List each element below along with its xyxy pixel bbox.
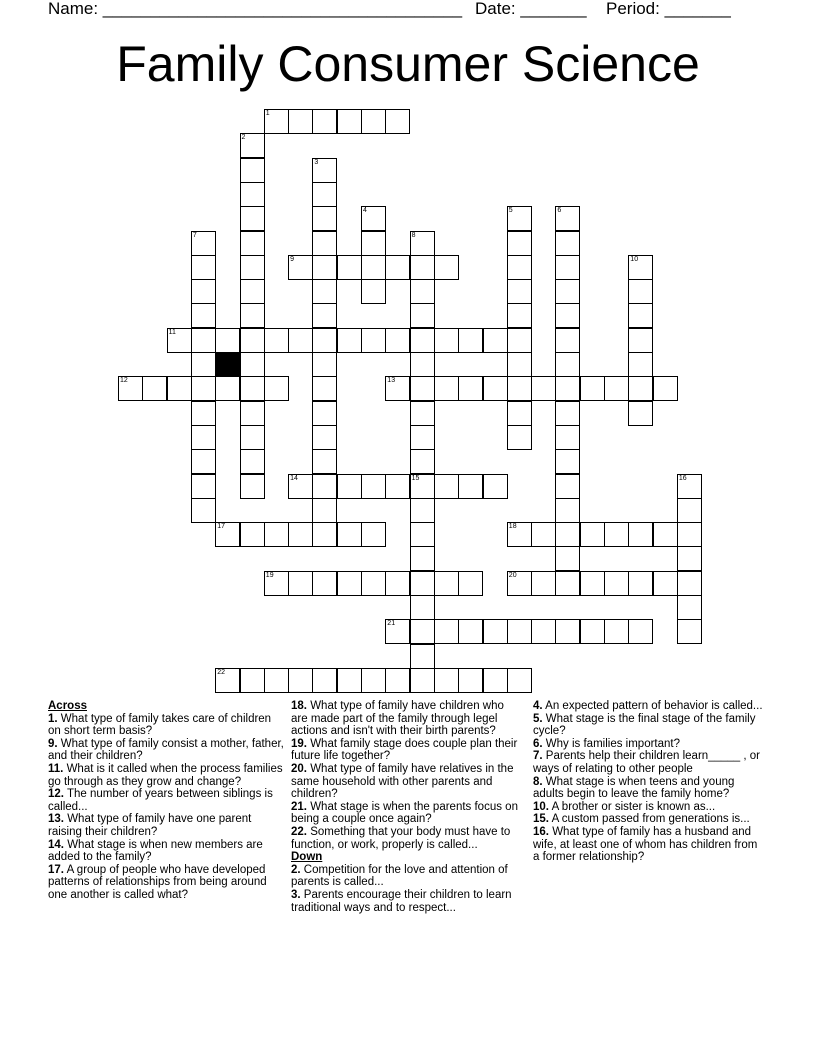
grid-cell[interactable] <box>458 619 483 644</box>
clue-number: 13 <box>387 377 396 385</box>
grid-cell[interactable] <box>240 303 265 328</box>
grid-cell[interactable] <box>507 328 532 353</box>
grid-cell[interactable] <box>555 619 580 644</box>
grid-cell[interactable] <box>628 328 653 353</box>
clue-down-8: 8. What stage is when teens and young adults begin to leave the family home? <box>533 775 735 801</box>
grid-cell[interactable] <box>410 546 435 571</box>
grid-cell[interactable] <box>312 231 337 256</box>
grid-cell[interactable] <box>312 328 337 353</box>
grid-cell[interactable] <box>410 401 435 426</box>
down-heading: Down <box>291 851 323 864</box>
grid-cell[interactable] <box>385 109 410 134</box>
grid-cell[interactable] <box>337 571 362 596</box>
grid-cell[interactable] <box>167 328 192 353</box>
grid-cell[interactable] <box>410 498 435 523</box>
grid-cell[interactable] <box>555 279 580 304</box>
grid-cell[interactable] <box>410 255 435 280</box>
grid-cell[interactable] <box>191 328 216 353</box>
clue-across-1: 1. What type of family takes care of children on short term basis? <box>48 712 272 738</box>
grid-cell[interactable] <box>240 449 265 474</box>
clue-number: 4 <box>363 207 367 215</box>
clue-number: 20 <box>508 571 517 579</box>
grid-cell[interactable] <box>604 619 629 644</box>
clue-across-19: 19. What family stage does couple plan their future life together? <box>291 737 518 763</box>
grid-cell[interactable] <box>264 328 289 353</box>
grid-cell[interactable] <box>507 619 532 644</box>
grid-cell[interactable] <box>507 425 532 450</box>
across-heading: Across <box>48 700 87 712</box>
grid-cell[interactable] <box>434 668 459 693</box>
grid-cell[interactable] <box>410 522 435 547</box>
grid-cell[interactable] <box>264 522 289 547</box>
grid-cell[interactable] <box>264 109 289 134</box>
grid-cell[interactable] <box>385 255 410 280</box>
grid-cell[interactable] <box>410 303 435 328</box>
grid-cell[interactable] <box>312 449 337 474</box>
clue-number: 19 <box>265 571 274 579</box>
grid-cell[interactable] <box>240 401 265 426</box>
grid-cell[interactable] <box>240 376 265 401</box>
grid-cell[interactable] <box>531 619 556 644</box>
grid-cell[interactable] <box>604 376 629 401</box>
clue-number: 9 <box>290 255 294 263</box>
grid-cell[interactable] <box>385 328 410 353</box>
grid-cell[interactable] <box>555 352 580 377</box>
period-field[interactable]: Period: _______ <box>606 0 731 18</box>
grid-cell[interactable] <box>555 522 580 547</box>
grid-cell[interactable] <box>215 328 240 353</box>
grid-cell[interactable] <box>312 158 337 183</box>
clue-across-18: 18. What type of family have children who are made part of the family through legel actions and isn't with their birth parents? <box>291 700 504 738</box>
grid-cell[interactable] <box>458 571 483 596</box>
grid-cell[interactable] <box>555 474 580 499</box>
grid-cell[interactable] <box>555 303 580 328</box>
grid-cell[interactable] <box>240 279 265 304</box>
grid-cell[interactable] <box>410 619 435 644</box>
grid-cell[interactable] <box>507 206 532 231</box>
grid-cell[interactable] <box>410 376 435 401</box>
grid-cell[interactable] <box>385 376 410 401</box>
grid-cell[interactable] <box>312 182 337 207</box>
clue-across-22: 22. Something that your body must have to function, or work, properly is called... <box>291 825 511 851</box>
grid-cell[interactable] <box>628 352 653 377</box>
grid-cell[interactable] <box>240 474 265 499</box>
grid-cell[interactable] <box>653 522 678 547</box>
grid-cell[interactable] <box>215 522 240 547</box>
grid-cell[interactable] <box>507 231 532 256</box>
name-field[interactable]: Name: ______________________________________ <box>48 0 463 18</box>
grid-cell[interactable] <box>628 303 653 328</box>
grid-cell[interactable] <box>385 619 410 644</box>
grid-cell[interactable] <box>628 255 653 280</box>
grid-cell[interactable] <box>410 644 435 669</box>
clue-across-21: 21. What stage is when the parents focus on being a couple once again? <box>291 800 518 826</box>
clue-number: 21 <box>387 620 396 628</box>
grid-cell[interactable] <box>677 498 702 523</box>
grid-cell[interactable] <box>312 474 337 499</box>
grid-cell[interactable] <box>677 546 702 571</box>
clue-number: 14 <box>290 474 298 482</box>
clue-down-4: 4. An expected pattern of behavior is called... <box>533 700 763 712</box>
grid-cell[interactable] <box>312 498 337 523</box>
grid-cell[interactable] <box>507 279 532 304</box>
grid-cell[interactable] <box>580 619 605 644</box>
grid-cell[interactable] <box>410 449 435 474</box>
grid-cell[interactable] <box>240 231 265 256</box>
grid-cell[interactable] <box>410 352 435 377</box>
grid-cell[interactable] <box>361 109 386 134</box>
clue-number: 8 <box>411 231 416 239</box>
grid-cell[interactable] <box>434 328 459 353</box>
grid-cell[interactable] <box>483 668 508 693</box>
clue-across-20: 20. What type of family have relatives in the same household with other parents and children? <box>291 762 514 801</box>
grid-cell[interactable] <box>361 206 386 231</box>
grid-cell[interactable] <box>191 474 216 499</box>
grid-cell[interactable] <box>312 571 337 596</box>
grid-cell[interactable] <box>628 279 653 304</box>
clue-column-2 <box>291 700 519 914</box>
grid-cell[interactable] <box>507 522 532 547</box>
clue-down-2: 2. Competition for the love and attention of parents is called... <box>291 863 508 889</box>
grid-cell[interactable] <box>337 255 362 280</box>
clue-number: 5 <box>508 207 513 215</box>
grid-cell[interactable] <box>628 571 653 596</box>
clue-down-5: 5. What stage is the final stage of the family cycle? <box>533 712 756 738</box>
grid-cell[interactable] <box>434 571 459 596</box>
clue-across-17: 17. A group of people who have developed patterns of relationships from being around one another is called what? <box>48 863 267 901</box>
clue-number: 3 <box>314 158 319 166</box>
grid-cell[interactable] <box>507 376 532 401</box>
clue-down-16: 16. What type of family has a husband and wife, at least one of whom has children from a former relationship? <box>533 825 758 864</box>
grid-cell[interactable] <box>191 231 216 256</box>
grid-cell[interactable] <box>312 522 337 547</box>
grid-cell[interactable] <box>240 255 265 280</box>
clue-number: 7 <box>192 231 197 239</box>
grid-cell[interactable] <box>191 449 216 474</box>
grid-cell[interactable] <box>628 376 653 401</box>
grid-cell[interactable] <box>580 571 605 596</box>
grid-cell[interactable] <box>361 255 386 280</box>
grid-cell[interactable] <box>191 425 216 450</box>
grid-cell[interactable] <box>288 328 313 353</box>
grid-cell[interactable] <box>191 401 216 426</box>
grid-cell[interactable] <box>240 182 265 207</box>
clue-down-3: 3. Parents encourage their children to learn traditional ways and to respect... <box>291 888 512 914</box>
grid-cell[interactable] <box>434 255 459 280</box>
grid-cell[interactable] <box>555 231 580 256</box>
grid-cell[interactable] <box>264 571 289 596</box>
page-title: Family Consumer Science <box>116 36 700 92</box>
grid-cell[interactable] <box>240 133 265 158</box>
grid-cell[interactable] <box>483 474 508 499</box>
grid-cell[interactable] <box>288 109 313 134</box>
grid-cell[interactable] <box>410 231 435 256</box>
clue-number: 22 <box>217 668 225 676</box>
grid-cell[interactable] <box>507 303 532 328</box>
grid-cell[interactable] <box>312 352 337 377</box>
grid-cell[interactable] <box>531 522 556 547</box>
clue-across-14: 14. What stage is when new members are added to the family? <box>48 838 263 864</box>
grid-cell[interactable] <box>483 328 508 353</box>
grid-cell[interactable] <box>337 474 362 499</box>
grid-cell[interactable] <box>215 376 240 401</box>
grid-cell[interactable] <box>531 571 556 596</box>
grid-cell[interactable] <box>531 376 556 401</box>
grid-cell[interactable] <box>337 109 362 134</box>
grid-cell[interactable] <box>337 522 362 547</box>
clue-across-11: 11. What is it called when the process families go through as they grow and change? <box>48 762 283 788</box>
grid-cell[interactable] <box>191 376 216 401</box>
grid-cell[interactable] <box>555 571 580 596</box>
clue-down-7: 7. Parents help their children learn_____ , or ways of relating to other people <box>533 750 760 775</box>
grid-cell[interactable] <box>555 546 580 571</box>
grid-cell[interactable] <box>361 474 386 499</box>
grid-cell[interactable] <box>191 352 216 377</box>
clue-column-3 <box>533 700 765 864</box>
black-square <box>215 352 240 377</box>
clue-number: 12 <box>120 377 128 385</box>
grid-cell[interactable] <box>361 328 386 353</box>
grid-cell[interactable] <box>337 328 362 353</box>
grid-cell[interactable] <box>410 328 435 353</box>
grid-cell[interactable] <box>240 352 265 377</box>
grid-cell[interactable] <box>361 231 386 256</box>
grid-cell[interactable] <box>312 401 337 426</box>
grid-cell[interactable] <box>240 206 265 231</box>
grid-cell[interactable] <box>410 571 435 596</box>
clue-down-15: 15. A custom passed from generations is... <box>533 813 750 826</box>
grid-cell[interactable] <box>312 303 337 328</box>
grid-cell[interactable] <box>434 474 459 499</box>
grid-cell[interactable] <box>458 474 483 499</box>
grid-cell[interactable] <box>555 328 580 353</box>
grid-cell[interactable] <box>677 571 702 596</box>
grid-cell[interactable] <box>604 571 629 596</box>
clue-number: 6 <box>557 207 562 215</box>
grid-cell[interactable] <box>240 522 265 547</box>
grid-cell[interactable] <box>312 206 337 231</box>
grid-cell[interactable] <box>653 376 678 401</box>
clue-across-9: 9. What type of family consist a mother, father, and their children? <box>48 737 284 763</box>
grid-cell[interactable] <box>312 279 337 304</box>
grid-cell[interactable] <box>458 328 483 353</box>
grid-cell[interactable] <box>580 522 605 547</box>
clue-number: 11 <box>168 328 176 336</box>
clue-across-13: 13. What type of family have one parent raising their children? <box>48 813 252 838</box>
grid-cell[interactable] <box>410 279 435 304</box>
grid-cell[interactable] <box>677 619 702 644</box>
grid-cell[interactable] <box>434 619 459 644</box>
clue-number: 16 <box>678 474 687 482</box>
grid-cell[interactable] <box>337 668 362 693</box>
grid-cell[interactable] <box>191 255 216 280</box>
grid-cell[interactable] <box>555 206 580 231</box>
grid-cell[interactable] <box>240 425 265 450</box>
grid-cell[interactable] <box>264 668 289 693</box>
grid-cell[interactable] <box>434 376 459 401</box>
grid-cell[interactable] <box>312 668 337 693</box>
grid-cell[interactable] <box>191 303 216 328</box>
grid-cell[interactable] <box>555 449 580 474</box>
clue-number: 10 <box>630 255 639 263</box>
grid-cell[interactable] <box>312 255 337 280</box>
grid-cell[interactable] <box>555 425 580 450</box>
clue-number: 18 <box>508 523 517 531</box>
clue-number: 1 <box>265 110 270 117</box>
grid-cell[interactable] <box>653 571 678 596</box>
clue-across-12: 12. The number of years between siblings is called... <box>48 788 273 813</box>
clue-down-6: 6. Why is families important? <box>533 737 681 750</box>
grid-cell[interactable] <box>555 376 580 401</box>
grid-cell[interactable] <box>410 595 435 620</box>
grid-cell[interactable] <box>312 425 337 450</box>
grid-cell[interactable] <box>604 522 629 547</box>
grid-cell[interactable] <box>288 474 313 499</box>
grid-cell[interactable] <box>215 668 240 693</box>
grid-cell[interactable] <box>677 522 702 547</box>
grid-cell[interactable] <box>361 571 386 596</box>
clue-number: 15 <box>411 474 420 482</box>
grid-cell[interactable] <box>118 376 143 401</box>
grid-cell[interactable] <box>312 109 337 134</box>
grid-cell[interactable] <box>507 668 532 693</box>
grid-cell[interactable] <box>458 376 483 401</box>
grid-cell[interactable] <box>385 571 410 596</box>
grid-cell[interactable] <box>142 376 167 401</box>
grid-cell[interactable] <box>410 668 435 693</box>
date-field[interactable]: Date: _______ <box>475 0 587 18</box>
grid-cell[interactable] <box>312 376 337 401</box>
grid-cell[interactable] <box>555 401 580 426</box>
grid-cell[interactable] <box>191 498 216 523</box>
grid-cell[interactable] <box>628 619 653 644</box>
grid-cell[interactable] <box>507 401 532 426</box>
grid-cell[interactable] <box>677 474 702 499</box>
grid-cell[interactable] <box>361 279 386 304</box>
grid-cell[interactable] <box>677 595 702 620</box>
grid-cell[interactable] <box>361 522 386 547</box>
grid-cell[interactable] <box>361 668 386 693</box>
grid-cell[interactable] <box>458 668 483 693</box>
grid-cell[interactable] <box>580 376 605 401</box>
grid-cell[interactable] <box>483 619 508 644</box>
clue-number: 17 <box>217 523 225 531</box>
grid-cell[interactable] <box>385 474 410 499</box>
grid-cell[interactable] <box>167 376 192 401</box>
grid-cell[interactable] <box>628 401 653 426</box>
grid-cell[interactable] <box>288 668 313 693</box>
clue-column-1 <box>48 700 284 902</box>
grid-cell[interactable] <box>240 668 265 693</box>
grid-cell[interactable] <box>483 376 508 401</box>
clue-down-10: 10. A brother or sister is known as... <box>533 800 716 813</box>
grid-cell[interactable] <box>628 522 653 547</box>
grid-cell[interactable] <box>288 255 313 280</box>
grid-cell[interactable] <box>555 498 580 523</box>
grid-cell[interactable] <box>264 376 289 401</box>
grid-cell[interactable] <box>385 668 410 693</box>
grid-cell[interactable] <box>240 158 265 183</box>
grid-cell[interactable] <box>288 571 313 596</box>
clue-number: 2 <box>241 134 246 142</box>
grid-cell[interactable] <box>240 328 265 353</box>
grid-cell[interactable] <box>410 474 435 499</box>
grid-cell[interactable] <box>191 279 216 304</box>
grid-cell[interactable] <box>507 255 532 280</box>
grid-cell[interactable] <box>507 352 532 377</box>
grid-cell[interactable] <box>507 571 532 596</box>
grid-cell[interactable] <box>555 255 580 280</box>
grid-cell[interactable] <box>410 425 435 450</box>
grid-cell[interactable] <box>288 522 313 547</box>
